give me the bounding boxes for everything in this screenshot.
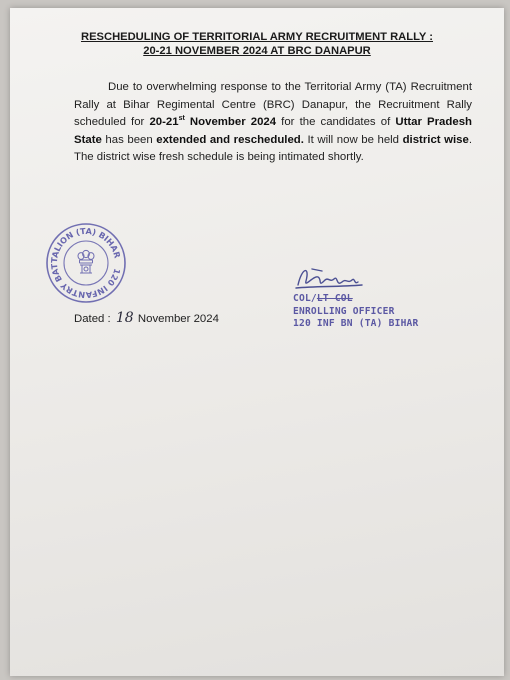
- rank-current: COL/: [293, 293, 317, 304]
- date-ordinal: st: [178, 115, 185, 123]
- notice-title-line-1: RESCHEDULING OF TERRITORIAL ARMY RECRUITMENT RALLY :: [80, 31, 433, 43]
- notice-body: [74, 79, 472, 167]
- rally-status: extended and rescheduled.: [156, 133, 304, 146]
- paragraph-text-2: for the candidates of: [276, 116, 396, 129]
- officer-signature: [292, 263, 382, 295]
- officer-rank: [293, 293, 419, 306]
- dated-line: [74, 310, 219, 326]
- dated-month-year: November 2024: [134, 313, 219, 325]
- rank-struck: LT COL: [316, 293, 353, 304]
- paragraph-text-3: has been: [101, 133, 157, 146]
- officer-signoff-stamp: [293, 293, 419, 331]
- paragraph-text-1: Due to overwhelming response to the Territorial Army (TA) Recruitment Rally at Bihar Regimental Centre (BRC) Danapur, the Recruitment Rally scheduled for: [74, 81, 472, 129]
- rally-date-range: 20-21: [149, 116, 179, 129]
- district-wise: district wise: [402, 133, 469, 146]
- officer-unit: 120 INF BN (TA) BIHAR: [293, 318, 419, 330]
- notice-title: [10, 30, 504, 58]
- battalion-seal-stamp: [44, 221, 128, 305]
- notice-paragraph: [74, 79, 472, 167]
- emblem-icon: [78, 250, 94, 273]
- dated-label: Dated :: [74, 313, 114, 325]
- candidate-state: Uttar Pradesh State: [74, 116, 472, 146]
- rally-month-year: November 2024: [184, 116, 277, 129]
- document-page: [10, 8, 504, 676]
- notice-title-line-2: 20-21 NOVEMBER 2024 AT BRC DANAPUR: [143, 45, 371, 57]
- seal-text: 120 INFANTRY BATTALION (TA) BIHAR: [48, 225, 123, 301]
- paragraph-text-5: . The district wise fresh schedule is being intimated shortly.: [74, 133, 473, 164]
- officer-role: ENROLLING OFFICER: [293, 305, 395, 317]
- paragraph-text-4: It will now be held: [303, 133, 403, 146]
- rally-dates: [149, 116, 276, 128]
- dated-day-handwritten: 18: [115, 310, 134, 326]
